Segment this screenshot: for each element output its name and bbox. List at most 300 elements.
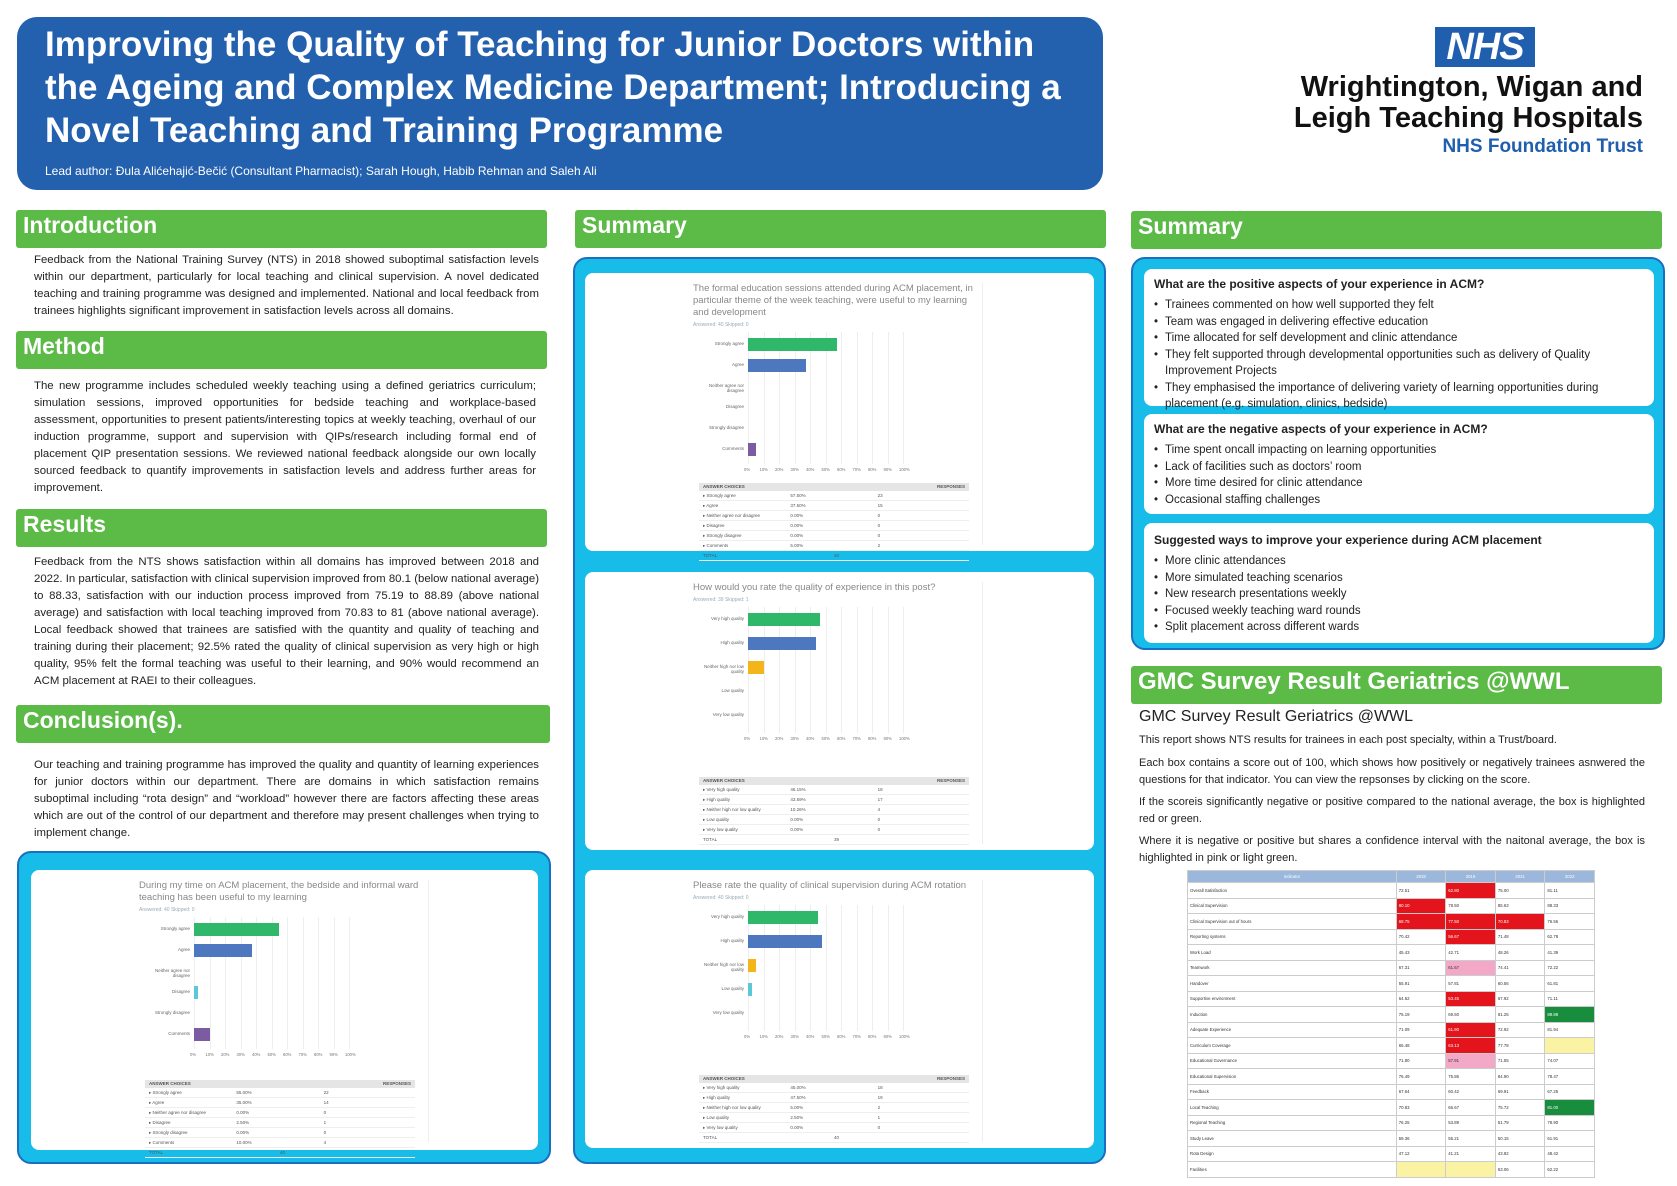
table-cell: ▸ Low quality [703, 817, 730, 822]
survey-response-table [699, 1075, 969, 1143]
x-tick-label: 30% [790, 736, 799, 741]
nts-score-cell[interactable]: 71.11 [1545, 991, 1595, 1007]
bullet-item: • Lack of facilities such as doctors’ room [1154, 459, 1644, 476]
nts-table-row [1188, 1100, 1595, 1116]
survey-card-bedside [31, 870, 538, 1155]
nts-score-cell[interactable]: 61.90 [1446, 1022, 1496, 1038]
gridline [888, 607, 889, 733]
nts-indicator-cell: Regional Teaching [1188, 1115, 1397, 1131]
table-cell: 0 [877, 533, 881, 538]
table-cell: 2 [877, 1105, 881, 1110]
x-tick-label: 10% [205, 1052, 214, 1057]
title-banner [17, 17, 1103, 190]
nts-table-row [1188, 1146, 1595, 1162]
table-row [699, 541, 969, 551]
nts-score-cell[interactable]: 78.47 [1545, 1069, 1595, 1085]
nts-score-cell[interactable]: 67.92 [1495, 991, 1545, 1007]
bar-mark [748, 983, 752, 996]
table-row [699, 1123, 969, 1133]
bar-mark [748, 959, 756, 972]
nts-indicator-cell: Teamwork [1188, 960, 1397, 976]
gridline [287, 917, 288, 1049]
table-cell: ▸ High quality [703, 1095, 731, 1100]
nts-score-cell[interactable]: 78.90 [1545, 1115, 1595, 1131]
nts-score-cell[interactable]: 75.19 [1396, 1007, 1446, 1023]
x-tick-label: 100% [899, 1034, 910, 1039]
table-header-cell: RESPONSES [936, 1076, 965, 1081]
x-tick-label: 80% [314, 1052, 323, 1057]
nts-indicator-cell: Adequate Experience [1188, 1022, 1397, 1038]
nts-table-row [1188, 1084, 1595, 1100]
nts-score-cell[interactable]: 63.06 [1495, 1162, 1545, 1178]
x-tick-label: 70% [852, 736, 861, 741]
gridline [349, 917, 350, 1049]
nts-indicator-cell: Curriculum Coverage [1188, 1038, 1397, 1054]
nts-score-cell[interactable]: 41.21 [1446, 1146, 1496, 1162]
bar-mark [748, 338, 837, 351]
table-row [145, 1098, 415, 1108]
gridline [841, 607, 842, 733]
nts-score-cell[interactable]: 60.42 [1446, 1084, 1496, 1100]
nts-score-cell[interactable]: 62.80 [1446, 883, 1496, 899]
nts-indicator-cell: Educational Governance [1188, 1053, 1397, 1069]
table-cell: ▸ Agree [149, 1100, 165, 1105]
survey-bar-chart [139, 917, 429, 1057]
nts-score-cell[interactable]: 55.21 [1446, 1131, 1496, 1147]
category-label: Strongly disagree [154, 1010, 190, 1015]
nts-indicator-cell: Supportive environment [1188, 991, 1397, 1007]
survey-question: Please rate the quality of clinical supervision during ACM rotation [693, 880, 967, 891]
nts-table-row [1188, 1069, 1595, 1085]
table-row [699, 795, 969, 805]
nts-header-cell: 2021 [1495, 871, 1545, 883]
survey-bar-chart [693, 607, 983, 742]
gmc-heading: GMC Survey Result Geriatrics @WWL [1131, 666, 1662, 704]
table-cell: ▸ Neither high nor low quality [703, 1105, 761, 1110]
nts-score-cell[interactable]: 80.10 [1396, 898, 1446, 914]
table-row [699, 491, 969, 501]
category-label: Comments [168, 1031, 190, 1036]
category-label: Very low quality [712, 1010, 744, 1015]
nts-score-cell[interactable] [1446, 1162, 1496, 1178]
x-tick-label: 60% [837, 736, 846, 741]
nts-score-cell[interactable]: 61.81 [1545, 976, 1595, 992]
poster-title: Improving the Quality of Teaching for Junior Doctors within the Ageing and Complex Medicine Department; Introducing a Novel Teaching and Training Programme [45, 25, 1061, 150]
nts-score-cell[interactable] [1396, 1162, 1446, 1178]
x-tick-label: 50% [821, 1034, 830, 1039]
nts-score-cell[interactable]: 56.67 [1446, 929, 1496, 945]
method-heading: Method [16, 331, 547, 369]
nts-score-cell[interactable]: 45.43 [1396, 945, 1446, 961]
table-cell: ▸ Comments [149, 1140, 175, 1145]
nts-table-row [1188, 1131, 1595, 1147]
nts-header-cell: Indicator [1188, 871, 1397, 883]
nts-score-cell[interactable]: 72.92 [1495, 1022, 1545, 1038]
nts-indicator-cell: Clinical Supervision out of hours [1188, 914, 1397, 930]
survey-screenshot [139, 880, 429, 1155]
nts-score-cell[interactable]: 53.45 [1446, 991, 1496, 1007]
table-cell: ▸ Agree [703, 503, 719, 508]
gridline [872, 332, 873, 464]
category-label: Strongly agree [160, 926, 190, 931]
nts-score-cell[interactable]: 67.64 [1396, 1084, 1446, 1100]
nts-score-cell[interactable]: 88.33 [1545, 898, 1595, 914]
nts-score-cell[interactable]: 57.91 [1446, 1053, 1496, 1069]
table-cell: 1 [323, 1120, 327, 1125]
x-tick-label: 50% [821, 467, 830, 472]
table-row [699, 805, 969, 815]
nts-score-cell[interactable]: 76.25 [1396, 1115, 1446, 1131]
nts-score-cell[interactable]: 60.56 [1495, 976, 1545, 992]
nts-score-cell[interactable]: 65.48 [1396, 1038, 1446, 1054]
table-cell: 2.50% [236, 1120, 250, 1125]
nts-table-row [1188, 914, 1595, 930]
nts-score-cell[interactable]: 69.50 [1446, 1007, 1496, 1023]
x-tick-label: 10% [759, 736, 768, 741]
table-cell: ▸ Neither agree nor disagree [149, 1110, 207, 1115]
nts-score-cell[interactable]: 63.13 [1446, 1038, 1496, 1054]
category-label: Neither high nor low quality [703, 664, 744, 674]
positive-aspects-card [1144, 269, 1654, 410]
gridline [872, 607, 873, 733]
nts-score-cell[interactable]: 71.09 [1396, 1022, 1446, 1038]
survey-meta: Answered: 40 Skipped: 0 [693, 322, 749, 328]
bar-mark [748, 443, 756, 456]
authors: Lead author: Đula Alićehajić-Bečić (Consultant Pharmacist); Sarah Hough, Habib Rehman and Saleh Ali [45, 164, 597, 178]
gmc-subtitle: GMC Survey Result Geriatrics @WWL [1139, 708, 1414, 725]
x-tick-label: 80% [868, 467, 877, 472]
left-survey-panel [17, 851, 551, 1164]
improvement-suggestions-card [1144, 523, 1654, 643]
nts-score-cell[interactable]: 64.62 [1396, 991, 1446, 1007]
nts-score-cell[interactable]: 71.80 [1396, 1053, 1446, 1069]
trust-line-2: Leigh Teaching Hospitals [1293, 102, 1643, 134]
bar-mark [194, 1028, 210, 1041]
nts-score-cell[interactable]: 50.15 [1495, 1131, 1545, 1147]
nts-indicator-cell: Work Load [1188, 945, 1397, 961]
nts-score-cell[interactable]: 70.83 [1495, 914, 1545, 930]
survey-meta: Answered: 40 Skipped: 0 [139, 907, 195, 913]
nts-table-row [1188, 1162, 1595, 1178]
intro-text: Feedback from the National Training Survey (NTS) in 2018 showed suboptimal satisfaction levels within our department, particularly for local teaching and clinical supervision. A novel dedicated teaching and training programme was designed and implemented. National and local feedback from trainees highlights significant improvement in satisfaction levels across all domains. [34, 254, 539, 317]
category-label: Neither agree nor disagree [708, 383, 744, 393]
gridline [826, 905, 827, 1031]
nts-results-table [1187, 870, 1595, 1178]
summary-panel [1131, 257, 1665, 650]
nts-table-row [1188, 883, 1595, 899]
survey-response-table [699, 777, 969, 845]
x-tick-label: 0% [744, 467, 751, 472]
table-cell: 1 [877, 1115, 881, 1120]
x-tick-label: 20% [775, 1034, 784, 1039]
table-cell: 4 [877, 807, 881, 812]
bullet-item: • Focused weekly teaching ward rounds [1154, 603, 1644, 620]
nts-score-cell[interactable]: 77.78 [1495, 1038, 1545, 1054]
nts-score-cell[interactable]: 41.39 [1545, 945, 1595, 961]
table-header-cell: RESPONSES [382, 1081, 411, 1086]
table-header-cell: RESPONSES [936, 778, 965, 783]
gridline [826, 607, 827, 733]
x-tick-label: 100% [345, 1052, 356, 1057]
table-cell: 43.59% [790, 797, 806, 802]
nts-score-cell[interactable]: 77.50 [1446, 914, 1496, 930]
nts-table-row [1188, 976, 1595, 992]
bullet-item: • More simulated teaching scenarios [1154, 570, 1644, 587]
table-row [699, 815, 969, 825]
nts-table-row [1188, 898, 1595, 914]
results-text: Feedback from the NTS shows satisfaction within all domains has improved between 2018 and 2022. In particular, satisfaction with clinical supervision improved from 80.1 (below national average) to 88.33, satisfaction with our induction process improved from 75.19 to 88.89 (above national average) and satisfaction with local teaching improved from 70.83 to 81 (above national average). Local feedback showed that trainees are satisfied with the quantity and quality of teaching and training during their placement; 92.5% rated the quality of clinical supervision as very high or high quality, 95% felt the formal teaching was useful to their learning, and 90% would recommend an ACM placement at RAEI to their colleagues. [34, 556, 539, 687]
nts-score-cell[interactable]: 88.89 [1545, 1007, 1595, 1023]
nts-score-cell[interactable]: 67.31 [1396, 960, 1446, 976]
table-cell: ▸ Low quality [703, 1115, 730, 1120]
table-cell: ▸ High quality [703, 797, 731, 802]
gridline [888, 332, 889, 464]
nts-score-cell[interactable]: 75.72 [1495, 1100, 1545, 1116]
table-cell: 0 [877, 523, 881, 528]
table-cell: 15 [877, 503, 883, 508]
nts-score-cell[interactable] [1545, 1038, 1595, 1054]
table-cell: 35.00% [236, 1100, 252, 1105]
nts-header-cell: 2019 [1446, 871, 1496, 883]
nts-score-cell[interactable]: 61.67 [1446, 960, 1496, 976]
gridline [210, 917, 211, 1049]
survey-question: During my time on ACM placement, the bedside and informal ward teaching has been useful to my learning [139, 880, 419, 903]
table-cell: TOTAL [703, 837, 718, 842]
table-cell: ▸ Neither high nor low quality [703, 807, 761, 812]
survey-question: The formal education sessions attended during ACM placement, in particular theme of the week teaching, were useful to my learning and development [693, 283, 973, 318]
summary-heading-right: Summary [1131, 211, 1662, 249]
trust-name [1294, 72, 1643, 158]
bullet-item: • Trainees commented on how well supported they felt [1154, 297, 1644, 314]
bar-mark [748, 613, 820, 626]
gridline [272, 917, 273, 1049]
table-cell: 0 [877, 827, 881, 832]
survey-response-table [699, 483, 969, 561]
category-label: Agree [177, 947, 190, 952]
category-label: Very low quality [712, 712, 744, 717]
table-cell: 0.00% [236, 1130, 250, 1135]
table-cell: 0 [877, 817, 881, 822]
category-label: Neither agree nor disagree [154, 968, 190, 978]
nts-score-cell[interactable]: 71.48 [1495, 929, 1545, 945]
survey-screenshot [693, 582, 983, 844]
category-label: Disagree [725, 404, 744, 409]
gridline [779, 332, 780, 464]
category-label: Low quality [721, 986, 744, 991]
category-label: High quality [720, 938, 744, 943]
x-tick-label: 90% [883, 736, 892, 741]
table-cell: 22 [323, 1090, 329, 1095]
nts-score-cell[interactable]: 55.91 [1396, 976, 1446, 992]
nts-score-cell[interactable]: 74.07 [1545, 1053, 1595, 1069]
bar-mark [748, 911, 818, 924]
x-tick-label: 40% [806, 1034, 815, 1039]
nts-score-cell[interactable]: 70.83 [1396, 1100, 1446, 1116]
nts-score-cell[interactable]: 57.81 [1446, 976, 1496, 992]
table-cell: ▸ Strongly agree [703, 493, 736, 498]
category-label: Very high quality [710, 616, 744, 621]
nts-score-cell[interactable]: 81.00 [1545, 1100, 1595, 1116]
nts-score-cell[interactable]: 76.56 [1545, 914, 1595, 930]
nts-indicator-cell: Reporting systems [1188, 929, 1397, 945]
x-tick-label: 40% [806, 736, 815, 741]
nts-score-cell[interactable]: 78.50 [1446, 898, 1496, 914]
table-cell: 2 [877, 543, 881, 548]
nts-score-cell[interactable]: 72.22 [1545, 960, 1595, 976]
x-tick-label: 80% [868, 736, 877, 741]
nts-indicator-cell: Feedback [1188, 1084, 1397, 1100]
positive-aspects-list [1154, 297, 1644, 413]
nts-score-cell[interactable]: 81.94 [1545, 1022, 1595, 1038]
nts-score-cell[interactable]: 43.82 [1495, 1146, 1545, 1162]
table-cell: 45.00% [790, 1085, 806, 1090]
table-row [699, 825, 969, 835]
conclusion-heading: Conclusion(s). [16, 705, 550, 743]
table-cell: 57.50% [790, 493, 806, 498]
bullet-item: • New research presentations weekly [1154, 586, 1644, 603]
table-header-cell: ANSWER CHOICES [703, 1076, 745, 1081]
middle-survey-panel [573, 257, 1106, 1164]
nts-score-cell[interactable]: 51.79 [1495, 1115, 1545, 1131]
table-total-row [699, 551, 969, 561]
nts-indicator-cell: Educational Supervision [1188, 1069, 1397, 1085]
table-cell: 39 [834, 837, 840, 842]
table-row [145, 1128, 415, 1138]
table-cell: 0.00% [790, 827, 804, 832]
x-tick-label: 50% [267, 1052, 276, 1057]
table-row [699, 1113, 969, 1123]
nts-score-cell[interactable]: 74.41 [1495, 960, 1545, 976]
nts-indicator-cell: Clinical Supervision [1188, 898, 1397, 914]
category-label: Agree [731, 362, 744, 367]
table-cell: 14 [323, 1100, 329, 1105]
nts-score-cell[interactable]: 59.36 [1396, 1131, 1446, 1147]
gridline [857, 607, 858, 733]
table-cell: TOTAL [149, 1150, 164, 1155]
x-tick-label: 40% [806, 467, 815, 472]
table-cell: 0.00% [790, 513, 804, 518]
nts-header-cell: 2018 [1396, 871, 1446, 883]
nts-score-cell[interactable]: 75.86 [1446, 1069, 1496, 1085]
table-cell: TOTAL [703, 553, 718, 558]
table-header-cell: ANSWER CHOICES [149, 1081, 191, 1086]
table-cell: 55.00% [236, 1090, 252, 1095]
table-cell: 0 [877, 513, 881, 518]
bar-mark [194, 944, 252, 957]
gridline [256, 917, 257, 1049]
table-total-row [699, 1133, 969, 1143]
bullet-item: • Time allocated for self development and clinic attendance [1154, 330, 1644, 347]
x-tick-label: 80% [868, 1034, 877, 1039]
gridline [903, 332, 904, 464]
table-total-row [145, 1148, 415, 1158]
table-cell: 0.00% [236, 1110, 250, 1115]
x-tick-label: 90% [883, 1034, 892, 1039]
nts-table-row [1188, 960, 1595, 976]
table-cell: 19 [877, 1095, 883, 1100]
gridline [225, 917, 226, 1049]
nts-score-cell[interactable]: 72.51 [1396, 883, 1446, 899]
table-cell: ▸ Disagree [703, 523, 725, 528]
nts-score-cell[interactable]: 48.42 [1545, 1146, 1595, 1162]
gridline [903, 905, 904, 1031]
table-cell: TOTAL [703, 1135, 718, 1140]
table-row [699, 531, 969, 541]
nts-score-cell[interactable]: 62.22 [1545, 1162, 1595, 1178]
table-cell: 40 [834, 553, 840, 558]
gridline [241, 917, 242, 1049]
table-cell: ▸ Very high quality [703, 1085, 740, 1090]
nts-score-cell[interactable]: 53.89 [1446, 1115, 1496, 1131]
table-cell: 0.00% [790, 533, 804, 538]
bullet-item: • More time desired for clinic attendance [1154, 475, 1644, 492]
survey-card-experience-quality [585, 572, 1094, 850]
gmc-p1: This report shows NTS results for trainees in each post specialty, within a Trust/board. [1139, 734, 1557, 746]
nts-score-cell[interactable]: 42.71 [1446, 945, 1496, 961]
nts-score-cell[interactable]: 76.49 [1396, 1069, 1446, 1085]
negative-aspects-title: What are the negative aspects of your experience in ACM? [1154, 422, 1488, 436]
table-cell: 0 [877, 1125, 881, 1130]
gridline [857, 905, 858, 1031]
nts-score-cell[interactable]: 67.25 [1545, 1084, 1595, 1100]
x-tick-label: 10% [759, 1034, 768, 1039]
nts-score-cell[interactable]: 48.26 [1495, 945, 1545, 961]
x-tick-label: 60% [837, 1034, 846, 1039]
table-row [699, 501, 969, 511]
nts-indicator-cell: Handover [1188, 976, 1397, 992]
table-cell: 4 [323, 1140, 327, 1145]
nts-score-cell[interactable]: 62.78 [1545, 929, 1595, 945]
survey-response-table [145, 1080, 415, 1158]
nts-indicator-cell: Local Teaching [1188, 1100, 1397, 1116]
x-tick-label: 30% [236, 1052, 245, 1057]
category-label: High quality [720, 640, 744, 645]
gridline [334, 917, 335, 1049]
nts-score-cell[interactable]: 70.42 [1396, 929, 1446, 945]
nts-score-cell[interactable]: 81.25 [1495, 1007, 1545, 1023]
nts-score-cell[interactable]: 84.90 [1495, 1069, 1545, 1085]
nts-score-cell[interactable]: 85.63 [1495, 898, 1545, 914]
x-tick-label: 0% [744, 1034, 751, 1039]
nts-table-header [1188, 871, 1595, 883]
survey-screenshot [693, 283, 983, 558]
x-tick-label: 60% [283, 1052, 292, 1057]
bullet-item: • They emphasised the importance of delivering variety of learning opportunities during placement (e.g. simulation, clinics, bedside) [1154, 380, 1644, 413]
nts-score-cell[interactable]: 69.91 [1495, 1084, 1545, 1100]
table-cell: ▸ Strongly agree [149, 1090, 182, 1095]
nts-score-cell[interactable]: 71.55 [1495, 1053, 1545, 1069]
nts-score-cell[interactable]: 81.11 [1545, 883, 1595, 899]
survey-screenshot [693, 880, 983, 1142]
x-tick-label: 60% [837, 467, 846, 472]
nts-score-cell[interactable]: 68.75 [1396, 914, 1446, 930]
nts-table-row [1188, 1007, 1595, 1023]
table-cell: 10.26% [790, 807, 806, 812]
x-tick-label: 10% [759, 467, 768, 472]
summary-heading-middle: Summary [575, 210, 1106, 248]
x-tick-label: 0% [744, 736, 751, 741]
nts-score-cell[interactable]: 66.67 [1446, 1100, 1496, 1116]
survey-meta: Answered: 39 Skipped: 1 [693, 597, 749, 603]
nts-score-cell[interactable]: 47.12 [1396, 1146, 1446, 1162]
x-tick-label: 70% [298, 1052, 307, 1057]
category-label: Disagree [171, 989, 190, 994]
nts-score-cell[interactable]: 61.91 [1545, 1131, 1595, 1147]
x-tick-label: 90% [329, 1052, 338, 1057]
nts-score-cell[interactable]: 75.00 [1495, 883, 1545, 899]
gridline [857, 332, 858, 464]
table-cell: 0 [323, 1110, 327, 1115]
